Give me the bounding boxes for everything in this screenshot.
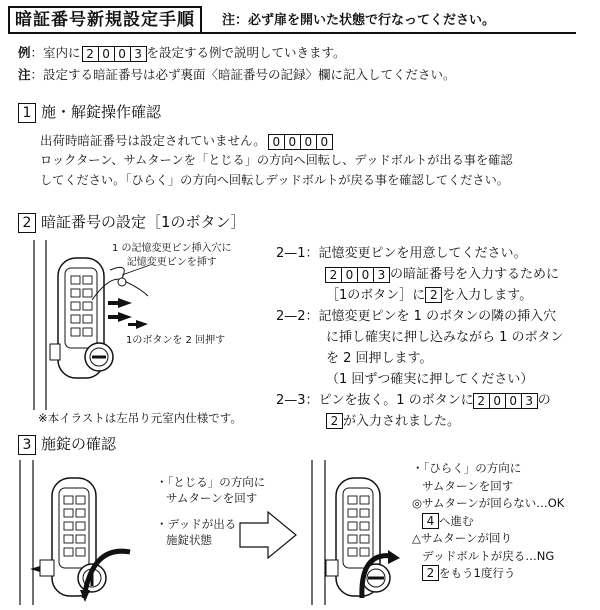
- step-2-3-label: 2—3：: [276, 393, 319, 408]
- digit-box: 0: [341, 267, 358, 283]
- section3-title: 施錠の確認: [41, 435, 117, 453]
- page-title: 暗証番号新規設定手順: [8, 6, 202, 34]
- digit-box: 3: [130, 46, 147, 62]
- section3-number: 3: [18, 435, 36, 455]
- open-check-line5: △サムターンが回り: [412, 531, 513, 545]
- digit-box: 0: [489, 393, 506, 409]
- step-2-3-line1-pre: ピンを抜く。1 のボタンに: [318, 393, 474, 408]
- step-2-3-line2-text: が入力されました。: [343, 414, 461, 429]
- step-2-2-line1: 記憶変更ピンを 1 のボタンの隣の挿入穴: [318, 309, 557, 324]
- digit-box: 3: [373, 267, 390, 283]
- example-post: を設定する例で説明していきます。: [146, 45, 346, 60]
- digit-box: 0: [505, 393, 522, 409]
- code-digits: [326, 267, 390, 283]
- press-button-note: 1のボタンを 2 回押す: [126, 335, 226, 346]
- step-2-1-label: 2—1：: [276, 246, 319, 261]
- open-check-line4: [412, 513, 564, 531]
- open-check-line4-text: へ進む: [439, 513, 474, 528]
- step-2-2: [276, 307, 556, 327]
- close-turn-note-line1: ・「とじる」の方向に: [156, 475, 266, 489]
- illustration-footnote: ※本イラストは左吊り元室内仕様です。: [38, 411, 242, 425]
- section2-title: 暗証番号の設定［1のボタン］: [41, 213, 246, 231]
- locked-state-note-line1: ・デッドが出る: [156, 517, 237, 531]
- caution-label: 注: [18, 67, 31, 82]
- open-check-line6: デッドボルトが戻る…NG: [422, 548, 555, 563]
- example-label: 例: [18, 45, 31, 60]
- digit-box: 2: [326, 413, 343, 429]
- pin-insert-note-line2: 記憶変更ピンを挿す: [126, 257, 217, 268]
- digit-box: 0: [284, 134, 301, 150]
- digit-box: 0: [357, 267, 374, 283]
- section1-title: 施・解錠操作確認: [41, 103, 162, 121]
- pin-insert-note-line1: 1 の記憶変更ピン挿入穴に: [112, 243, 232, 254]
- digit-box: 3: [521, 393, 538, 409]
- step-2-2-line3: を 2 回押します。: [326, 351, 433, 366]
- step-2-1-line2-text: の暗証番号を入力するために: [390, 267, 560, 282]
- step-2-3: [276, 391, 551, 411]
- digit-box: 2: [473, 393, 490, 409]
- digit-box: 0: [316, 134, 333, 150]
- open-check-line7: [412, 565, 564, 583]
- step-2-1: [276, 244, 527, 264]
- step-2-1-line2: [326, 265, 559, 285]
- title-note: 注：必ず扉を開いた状態で行なってください。: [222, 13, 496, 28]
- section1-line2: ロックターン、サムターンを「とじる」の方向へ回転し、デッドボルトが出る事を確認: [40, 153, 513, 167]
- close-turn-note: [156, 474, 265, 506]
- open-check-line1: ・「ひらく」の方向に: [412, 461, 522, 475]
- section1-line3: してください。「ひらく」の方向へ回転しデッドボルトが戻る事を確認してください。: [40, 173, 509, 187]
- step-ref-box: 2: [422, 565, 439, 581]
- open-turn-check: [412, 460, 564, 583]
- step-2-3-line2: [326, 412, 460, 432]
- close-turn-note-line2: サムターンを回す: [166, 491, 258, 505]
- locked-state-note-line2: 施錠状態: [166, 533, 212, 547]
- step-2-2-label: 2—2：: [276, 309, 319, 324]
- section2-number: 2: [18, 213, 36, 233]
- digit-box: 2: [325, 267, 342, 283]
- step-2-2-line4: （1 回ずつ確実に押してください）: [326, 372, 534, 387]
- step-2-2-line2: に挿し確実に押し込みながら 1 のボタン: [326, 330, 564, 345]
- step-2-3-line1-post: の: [537, 393, 551, 408]
- step-2-1-line3-pre: ［1のボタン］に: [326, 288, 426, 303]
- open-check-line3: ◎サムターンが回らない…OK: [412, 496, 565, 510]
- step-2-1-line1: 記憶変更ピンを用意してください。: [318, 246, 527, 261]
- digit-box: 0: [98, 46, 115, 62]
- open-check-line2: サムターンを回す: [422, 478, 514, 493]
- digit-box: 2: [425, 287, 442, 303]
- step-ref-box: 4: [422, 513, 439, 529]
- open-check-line7-text: をもう1度行う: [439, 566, 516, 580]
- caution-text: ：設定する暗証番号は必ず裏面〈暗証番号の記録〉欄に記入してください。: [30, 67, 456, 82]
- locked-state-note: [156, 516, 236, 548]
- step-2-1-line3-post: を入力します。: [442, 288, 533, 303]
- digit-box: 0: [114, 46, 131, 62]
- section1-number: 1: [18, 103, 36, 123]
- digit-box: 2: [82, 46, 99, 62]
- digit-box: 0: [268, 134, 285, 150]
- step-2-1-line3: [326, 286, 532, 306]
- section3-heading: [18, 434, 116, 455]
- example-pre: ：室内に: [30, 45, 81, 60]
- digit-box: 0: [300, 134, 317, 150]
- section1-line1-text: 出荷時暗証番号は設定されていません。: [40, 133, 266, 148]
- pin-insert-note: [112, 242, 232, 270]
- code-digits: [474, 393, 538, 409]
